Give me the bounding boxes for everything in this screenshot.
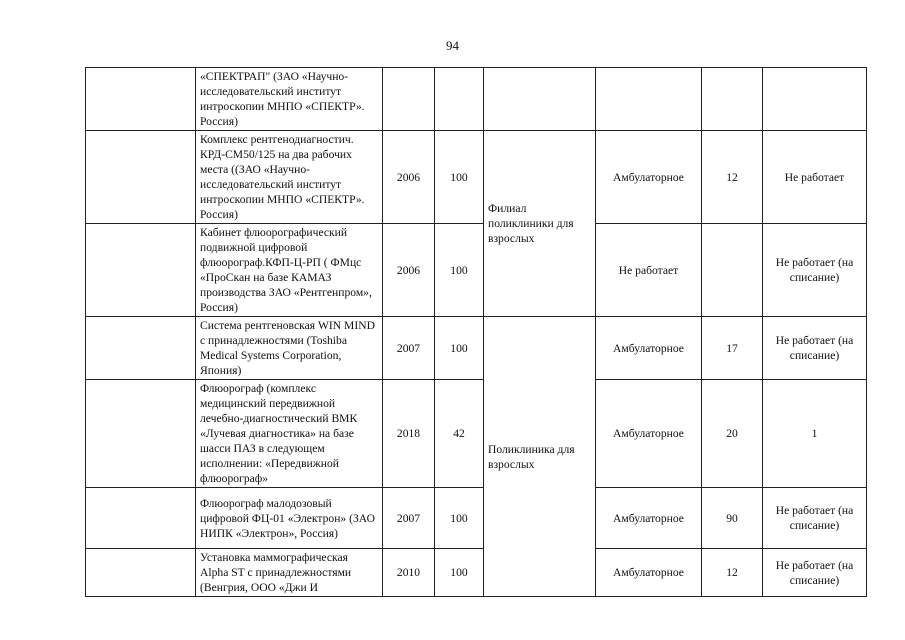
count-cell [702,224,763,317]
table-row [86,68,867,131]
wear-cell: 100 [435,549,484,597]
year-cell: 2007 [383,488,435,549]
type-cell: Амбулаторное [596,131,702,224]
empty-cell [86,224,196,317]
equipment-table [85,67,867,597]
table-row [86,380,867,488]
page-number: 94 [446,38,459,53]
year-cell: 2010 [383,549,435,597]
equipment-name-cell: «СПЕКТРАП" (ЗАО «Научно-исследовательский институт интроскопии МНПО «СПЕКТР». Россия) [196,68,383,131]
equipment-name-cell: Кабинет флюорографический подвижной цифровой флюорограф.КФП-Ц-РП ( ФМцс «ПроСкан на базе КАМАЗ производства ЗАО «Рентгенпром», Россия) [196,224,383,317]
wear-cell: 100 [435,131,484,224]
year-cell: 2007 [383,317,435,380]
status-cell [763,68,867,131]
year-cell: 2018 [383,380,435,488]
empty-cell [86,317,196,380]
equipment-name-cell: Флюорограф (комплекс медицинский передвижной лечебно-диагностический ВМК «Лучевая диагностика» на базе шасси ПАЗ в следующем исполнении: «Передвижной флюорограф» [196,380,383,488]
equipment-name-cell: Флюорограф малодозовый цифровой ФЦ-01 «Электрон» (ЗАО НИПК «Электрон», Россия) [196,488,383,549]
count-cell: 17 [702,317,763,380]
status-cell: Не работает (на списание) [763,488,867,549]
table-row [86,488,867,549]
type-cell [596,68,702,131]
empty-cell [86,131,196,224]
equipment-name-cell: Установка маммографическая Alpha ST с принадлежностями (Венгрия, ООО «Джи И [196,549,383,597]
table-row [86,549,867,597]
status-cell: Не работает [763,131,867,224]
table-row [86,317,867,380]
count-cell: 12 [702,549,763,597]
count-cell: 20 [702,380,763,488]
empty-cell [86,549,196,597]
subdivision-cell [484,68,596,131]
table-row [86,131,867,224]
wear-cell [435,68,484,131]
status-cell: Не работает (на списание) [763,224,867,317]
wear-cell: 100 [435,317,484,380]
year-cell: 2006 [383,224,435,317]
table-row [86,224,867,317]
status-cell: Не работает (на списание) [763,549,867,597]
wear-cell: 42 [435,380,484,488]
count-cell [702,68,763,131]
empty-cell [86,380,196,488]
type-cell: Амбулаторное [596,380,702,488]
subdivision-cell: Филиал поликлиники для взрослых [484,131,596,317]
year-cell [383,68,435,131]
type-cell: Не работает [596,224,702,317]
wear-cell: 100 [435,224,484,317]
status-cell: Не работает (на списание) [763,317,867,380]
equipment-name-cell: Комплекс рентгенодиагностич. КРД-СМ50/125 на два рабочих места ((ЗАО «Научно-исследовательский институт интроскопии МНПО «СПЕКТР». Россия) [196,131,383,224]
status-cell: 1 [763,380,867,488]
merged-subdivision-cell: Поликлиника для взрослых [484,317,596,597]
type-cell: Амбулаторное [596,317,702,380]
equipment-name-cell: Система рентгеновская WIN MIND с принадлежностями (Toshiba Medical Systems Corporation, Япония) [196,317,383,380]
type-cell: Амбулаторное [596,488,702,549]
count-cell: 12 [702,131,763,224]
wear-cell: 100 [435,488,484,549]
empty-cell [86,68,196,131]
type-cell: Амбулаторное [596,549,702,597]
year-cell: 2006 [383,131,435,224]
empty-cell [86,488,196,549]
count-cell: 90 [702,488,763,549]
